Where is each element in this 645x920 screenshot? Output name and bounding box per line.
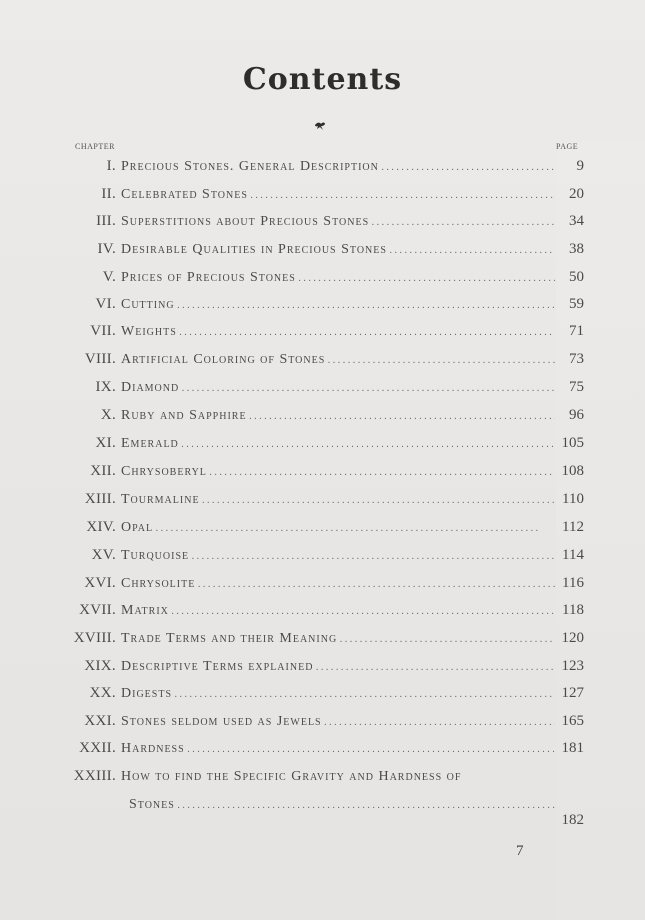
chapter-numeral: IX. xyxy=(95,379,116,395)
chapter-title: Tourmaline . . . xyxy=(121,492,555,508)
chapter-numeral: XI. xyxy=(95,435,116,451)
toc-entry xyxy=(0,379,645,399)
toc-entry xyxy=(0,519,645,539)
chapter-title: Digests . . . xyxy=(121,686,555,702)
chapter-numeral: XIV. xyxy=(86,519,116,535)
toc-entry xyxy=(0,658,645,678)
chapter-numeral: XIX. xyxy=(84,658,116,674)
chapter-numeral: VI. xyxy=(95,296,116,312)
toc-entry xyxy=(0,435,645,455)
toc-entry xyxy=(0,575,645,595)
chapter-numeral: XIII. xyxy=(84,491,116,507)
chapter-numeral: I. xyxy=(106,158,116,174)
page-number: 75 xyxy=(569,379,584,395)
toc-entry xyxy=(0,630,645,650)
chapter-title: Precious Stones. General Description . . . xyxy=(121,159,555,175)
page-number: 73 xyxy=(569,351,584,367)
toc-entry xyxy=(0,323,645,343)
chapter-numeral: XV. xyxy=(91,547,116,563)
chapter-numeral: XVIII. xyxy=(73,630,116,646)
page-number: 105 xyxy=(561,435,584,451)
page-number: 118 xyxy=(562,602,584,618)
page-number: 182 xyxy=(561,812,584,828)
page-number: 38 xyxy=(569,241,584,257)
chapter-numeral: XVII. xyxy=(79,602,116,618)
chapter-column-header: CHAPTER xyxy=(75,142,115,151)
chapter-title: Diamond . . . xyxy=(121,380,555,396)
toc-entry xyxy=(0,351,645,371)
chapter-numeral: VII. xyxy=(90,323,116,339)
chapter-title: Ruby and Sapphire . . . xyxy=(121,408,555,424)
chapter-title: Opal . . . xyxy=(121,520,555,536)
chapter-title: Descriptive Terms explained . . . xyxy=(121,659,555,675)
chapter-numeral: XXIII. xyxy=(73,768,116,784)
page-number: 96 xyxy=(569,407,584,423)
folio-page-number: 7 xyxy=(516,843,524,859)
chapter-title-continuation: Stones . . . xyxy=(129,797,555,813)
chapter-title: Weights . . . xyxy=(121,324,555,340)
chapter-title: Artificial Coloring of Stones . . . xyxy=(121,352,555,368)
page-number: 116 xyxy=(562,575,584,591)
toc-entry xyxy=(0,602,645,622)
toc-entry xyxy=(0,685,645,705)
toc-entry xyxy=(0,740,645,760)
toc-entry xyxy=(0,463,645,483)
toc-entry xyxy=(0,158,645,178)
chapter-title: Chrysoberyl . . . xyxy=(121,464,555,480)
chapter-numeral: XXI. xyxy=(84,713,116,729)
page-column-header: PAGE xyxy=(556,142,645,920)
chapter-title: Stones seldom used as Jewels . . . xyxy=(121,714,555,730)
chapter-numeral: III. xyxy=(96,213,116,229)
toc-entry xyxy=(0,547,645,567)
page-number: 71 xyxy=(569,323,584,339)
page-number: 50 xyxy=(569,269,584,285)
chapter-numeral: XVI. xyxy=(84,575,116,591)
chapter-title: Prices of Precious Stones . . . xyxy=(121,270,555,286)
chapter-title: Chrysolite . . . xyxy=(121,576,555,592)
chapter-title: Emerald . . . xyxy=(121,436,555,452)
page-number: 165 xyxy=(561,713,584,729)
page-number: 9 xyxy=(576,158,584,174)
toc-entry xyxy=(0,768,645,788)
page-number: 34 xyxy=(569,213,584,229)
chapter-numeral: XX. xyxy=(89,685,116,701)
page-number: 120 xyxy=(561,630,584,646)
chapter-numeral: XXII. xyxy=(79,740,116,756)
chapter-numeral: IV. xyxy=(97,241,116,257)
chapter-title: Superstitions about Precious Stones . . . xyxy=(121,214,555,230)
toc-entry xyxy=(0,186,645,206)
page-title: Contents xyxy=(242,62,403,97)
chapter-title: How to find the Specific Gravity and Hardness of xyxy=(121,769,462,784)
chapter-title: Turquoise . . . xyxy=(121,548,555,564)
chapter-title: Hardness . . . xyxy=(121,741,555,757)
page-number: 123 xyxy=(561,658,584,674)
page-number: 181 xyxy=(561,740,584,756)
page-number: 114 xyxy=(562,547,584,563)
toc-entry xyxy=(0,713,645,733)
page-number: 112 xyxy=(562,519,584,535)
toc-entry xyxy=(0,241,645,261)
chapter-title: Cutting . . . xyxy=(121,297,555,313)
chapter-numeral: V. xyxy=(102,269,116,285)
chapter-title: Trade Terms and their Meaning . . . xyxy=(121,631,555,647)
page-number: 127 xyxy=(561,685,584,701)
chapter-title: Desirable Qualities in Precious Stones . . . xyxy=(121,242,555,258)
toc-entry xyxy=(0,213,645,233)
fleuron-icon xyxy=(314,121,326,131)
chapter-numeral: X. xyxy=(100,407,116,423)
page-number: 59 xyxy=(569,296,584,312)
page-number: 108 xyxy=(561,463,584,479)
toc-entry xyxy=(0,407,645,427)
page-number: 20 xyxy=(569,186,584,202)
toc-entry xyxy=(0,296,645,316)
chapter-numeral: XII. xyxy=(90,463,116,479)
toc-entry xyxy=(0,491,645,511)
toc-entry-continuation xyxy=(0,797,645,828)
chapter-numeral: VIII. xyxy=(84,351,116,367)
page-number: 110 xyxy=(562,491,584,507)
chapter-title: Celebrated Stones . . . xyxy=(121,187,555,203)
toc-entry xyxy=(0,269,645,289)
chapter-numeral: II. xyxy=(101,186,116,202)
chapter-title: Matrix . . . xyxy=(121,603,555,619)
